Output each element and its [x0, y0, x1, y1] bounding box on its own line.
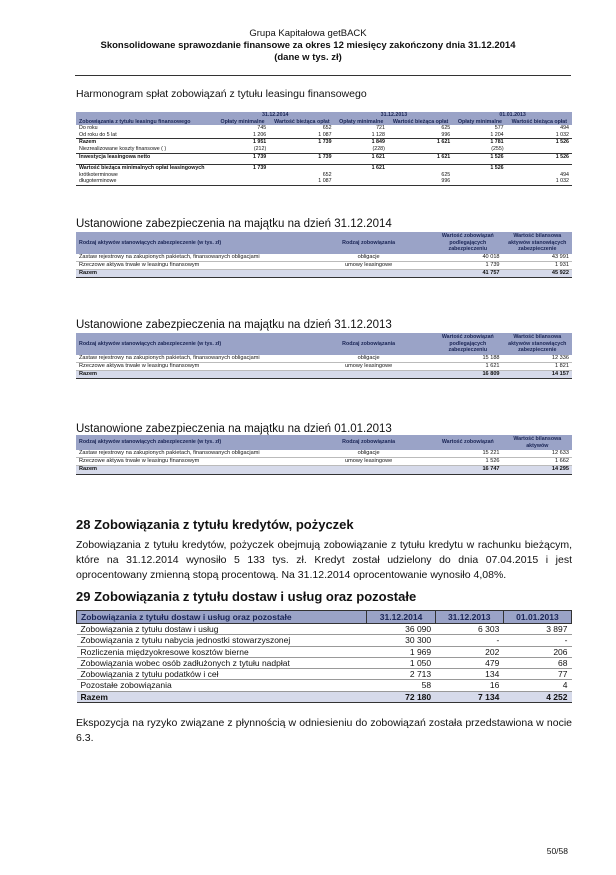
coll-head-assets: Rodzaj aktywów stanowiących zabezpieczenie (w tys. zł) [76, 333, 304, 355]
lease-row [76, 125, 572, 132]
coll-total-liab: 16 809 [433, 370, 502, 378]
lease-cell: 996 [388, 132, 453, 139]
report-title: Skonsolidowane sprawozdanie finansowe za okres 12 miesięcy zakończony dnia 31.12.2014 [100, 40, 516, 51]
coll-book-value: 12 633 [503, 450, 572, 458]
lease-row-label: Razem [79, 139, 97, 146]
payables-date: 01.01.2013 [503, 611, 571, 624]
coll-liability-type: obligacje [304, 355, 433, 363]
coll-liability-type: umowy leasingowe [304, 261, 433, 269]
payables-value: 6 303 [435, 624, 503, 635]
payables-label: Zobowiązania z tytułu podatków i ceł [77, 669, 367, 680]
coll-head-book: Wartość bilansowa aktywów stanowiących zabezpieczenie [503, 333, 572, 355]
lease-cell [507, 146, 572, 153]
payables-label: Zobowiązania z tytułu dostaw i usług [77, 624, 367, 635]
payables-row [77, 680, 572, 691]
coll-row [76, 261, 572, 269]
coll-head-book: Wartość bilansowa aktywów stanowiących zabezpieczenie [503, 232, 572, 254]
coll-liability-value: 15 188 [433, 355, 502, 363]
lease-date: 31.12.2014 [216, 112, 335, 119]
short-label: krótkoterminowe [79, 171, 118, 178]
lease-cell: 745 [257, 125, 267, 132]
payables-row [77, 624, 572, 635]
lease-date: 31.12.2013 [335, 112, 454, 119]
payables-value: 202 [435, 646, 503, 657]
payables-row [77, 657, 572, 668]
lease-row-label: Niezrealizowane koszty finansowe ( ) [76, 146, 216, 153]
pv-value: 1 526 [453, 165, 506, 172]
coll-book-value: 12 336 [503, 355, 572, 363]
short-value: 652 [322, 171, 332, 178]
lease-date: 01.01.2013 [453, 112, 572, 119]
lease-cell: (212) [216, 146, 269, 153]
lease-cell [388, 146, 453, 153]
coll-row [76, 362, 572, 370]
payables-value: 36 090 [367, 624, 435, 635]
payables-total: 7 134 [435, 691, 503, 702]
payables-value: 3 897 [503, 624, 571, 635]
coll-2014-title: Ustanowione zabezpieczenia na majątku na dzień 31.12.2014 [76, 218, 392, 230]
payables-value: 68 [503, 657, 571, 668]
coll-2013b-title: Ustanowione zabezpieczenia na majątku na dzień 01.01.2013 [76, 423, 392, 435]
lease-row [76, 132, 572, 139]
coll-total-row [76, 269, 572, 277]
section-29-heading: 29 Zobowiązania z tytułu dostaw i usług oraz pozostałe [76, 589, 417, 604]
payables-row [77, 635, 572, 646]
lease-cell: 1 206 [216, 132, 269, 139]
coll-head-liab: Wartość zobowiązań [433, 435, 502, 450]
lease-cell: (255) [453, 146, 506, 153]
coll-liability-type: obligacje [304, 450, 433, 458]
payables-value: 58 [367, 680, 435, 691]
coll-total-label: Razem [76, 269, 304, 277]
lease-cell [269, 146, 334, 153]
lease-col-label [76, 112, 216, 119]
coll-total-liab: 16 747 [433, 466, 502, 474]
payables-date: 31.12.2013 [435, 611, 503, 624]
payables-value: - [503, 635, 571, 646]
coll-row [76, 458, 572, 466]
lease-row [76, 153, 572, 160]
lease-row-label: Inwestycja leasingowa netto [79, 153, 151, 160]
payables-total: 4 252 [503, 691, 571, 702]
units-note: (dane w tys. zł) [274, 52, 342, 63]
payables-value: 4 [503, 680, 571, 691]
coll-liability-value: 1 739 [433, 261, 502, 269]
coll-row [76, 355, 572, 363]
coll-head-assets: Rodzaj aktywów stanowiących zabezpieczenie (w tys. zł) [76, 435, 304, 450]
coll-asset: Rzeczowe aktywa trwałe w leasingu finansowym [76, 261, 304, 269]
lease-row-label: Do roku [79, 125, 98, 132]
lease-title: Harmonogram spłat zobowiązań z tytułu leasingu finansowego [76, 88, 367, 100]
payables-date: 31.12.2014 [367, 611, 435, 624]
lease-cell: 577 [494, 125, 504, 132]
coll-asset: Rzeczowe aktywa trwałe w leasingu finansowym [76, 458, 304, 466]
coll-asset: Zastaw rejestrowy na zakupionych pakietach, finansowanych obligacjami [76, 254, 304, 262]
lease-cell: 1 781 [490, 139, 504, 146]
pv-label: Wartość bieżąca minimalnych opłat leasingowych [76, 165, 216, 172]
lease-cell: 1 849 [371, 139, 385, 146]
lease-cell: 625 [441, 125, 451, 132]
page-number: 50/58 [546, 846, 568, 856]
long-value: 996 [388, 178, 453, 185]
lease-cell: 1 739 [318, 139, 332, 146]
coll-head-type: Rodzaj zobowiązania [304, 435, 433, 450]
lease-row-label: Od roku do 5 lat [76, 132, 216, 139]
coll-head-liab: Wartość zobowiązań podlegających zabezpieczeniu [433, 232, 502, 254]
lease-cell: (228) [335, 146, 388, 153]
short-value: 494 [560, 171, 569, 178]
payables-total: 72 180 [367, 691, 435, 702]
lease-cell: 1 526 [555, 139, 569, 146]
lease-cell: 1 621 [436, 153, 451, 160]
lease-cell: 1 032 [507, 132, 572, 139]
coll-asset: Zastaw rejestrowy na zakupionych pakietach, finansowanych obligacjami [76, 450, 304, 458]
lease-cell: 1 526 [555, 153, 569, 160]
short-value: 625 [441, 171, 451, 178]
payables-table [76, 610, 572, 703]
lease-cell: 1 526 [490, 153, 504, 160]
coll-2013b-table [76, 435, 572, 475]
payables-total-label: Razem [77, 691, 367, 702]
lease-table [76, 112, 572, 186]
lease-cell: 1 951 [252, 139, 267, 146]
payables-note: Ekspozycja na ryzyko związane z płynnością w odniesieniu do zobowiązań została przedstawiona w nocie 6.3. [76, 717, 572, 744]
payables-label: Pozostałe zobowiązania [77, 680, 367, 691]
payables-label: Zobowiązania z tytułu nabycia jednostki stowarzyszonej [77, 635, 367, 646]
coll-total-label: Razem [76, 370, 304, 378]
coll-head-book: Wartość bilansowa aktywów [503, 435, 572, 450]
coll-book-value: 1 821 [503, 362, 572, 370]
company-name: Grupa Kapitałowa getBACK [249, 28, 367, 39]
coll-head-type: Rodzaj zobowiązania [304, 333, 433, 355]
payables-label: Rozliczenia międzyokresowe kosztów bierne [77, 646, 367, 657]
payables-value: - [435, 635, 503, 646]
coll-book-value: 1 931 [503, 261, 572, 269]
payables-value: 479 [435, 657, 503, 668]
lease-cell: 1 204 [453, 132, 506, 139]
coll-liability-value: 15 221 [433, 450, 502, 458]
coll-total-label: Razem [76, 466, 304, 474]
coll-liability-type: umowy leasingowe [304, 458, 433, 466]
payables-value: 30 300 [367, 635, 435, 646]
coll-total-row [76, 466, 572, 474]
lease-sub-a: Opłaty minimalne [453, 119, 506, 126]
coll-row [76, 450, 572, 458]
coll-liability-type: umowy leasingowe [304, 362, 433, 370]
pv-value: 1 739 [216, 165, 269, 172]
coll-row [76, 254, 572, 262]
lease-cell: 1 128 [335, 132, 388, 139]
lease-row [76, 146, 572, 153]
lease-cell: 1 621 [436, 139, 451, 146]
header-divider [75, 75, 571, 76]
payables-value: 2 713 [367, 669, 435, 680]
coll-book-value: 43 991 [503, 254, 572, 262]
payables-label: Zobowiązania wobec osób zadłużonych z tytułu nadpłat [77, 657, 367, 668]
lease-cell: 652 [322, 125, 332, 132]
long-value: 1 087 [269, 178, 334, 185]
payables-row [77, 646, 572, 657]
document-header [0, 28, 616, 64]
coll-head-type: Rodzaj zobowiązania [304, 232, 433, 254]
section-28-heading: 28 Zobowiązania z tytułu kredytów, pożyczek [76, 517, 354, 532]
coll-total-book: 45 922 [503, 269, 572, 277]
payables-value: 1 050 [367, 657, 435, 668]
coll-liability-value: 40 018 [433, 254, 502, 262]
lease-cell: 494 [560, 125, 569, 132]
section-28-text: Zobowiązania z tytułu kredytów, pożyczek obejmują zobowiązanie z tytułu kredytu w rachunku bieżącym, które na 31.12.2014 wynosiło 5 133 tys. zł. Kredyt został udzielony do dnia 07.04.2015 i jest oprocentowany zmienną stopą procentową. Na 31.12.2014 oprocentowanie wynosiło 4,08%. [76, 539, 572, 581]
coll-2014-table [76, 232, 572, 278]
coll-liability-type: obligacje [304, 254, 433, 262]
payables-value: 1 969 [367, 646, 435, 657]
coll-total-row [76, 370, 572, 378]
lease-cell: 1 739 [318, 153, 332, 160]
long-label: długoterminowe [76, 178, 216, 185]
lease-row-header: Zobowiązania z tytułu leasingu finansowego [76, 119, 216, 126]
lease-sub-b: Wartość bieżąca opłat [269, 119, 334, 126]
pv-value: 1 621 [335, 165, 388, 172]
coll-head-assets: Rodzaj aktywów stanowiących zabezpieczenie (w tys. zł) [76, 232, 304, 254]
coll-head-liab: Wartość zobowiązań podlegających zabezpieczeniu [433, 333, 502, 355]
coll-2013-title: Ustanowione zabezpieczenia na majątku na dzień 31.12.2013 [76, 319, 392, 331]
payables-value: 206 [503, 646, 571, 657]
coll-liability-value: 1 621 [433, 362, 502, 370]
coll-asset: Zastaw rejestrowy na zakupionych pakietach, finansowanych obligacjami [76, 355, 304, 363]
lease-cell: 721 [376, 125, 385, 132]
payables-value: 16 [435, 680, 503, 691]
payables-value: 134 [435, 669, 503, 680]
coll-liability-value: 1 526 [433, 458, 502, 466]
coll-asset: Rzeczowe aktywa trwałe w leasingu finansowym [76, 362, 304, 370]
lease-cell: 1 739 [252, 153, 267, 160]
lease-sub-a: Opłaty minimalne [335, 119, 388, 126]
lease-cell: 1 621 [371, 153, 385, 160]
lease-sub-b: Wartość bieżąca opłat [388, 119, 453, 126]
coll-book-value: 1 662 [503, 458, 572, 466]
lease-sub-b: Wartość bieżąca opłat [507, 119, 572, 126]
coll-2013-table [76, 333, 572, 379]
coll-total-liab: 41 757 [433, 269, 502, 277]
coll-total-book: 14 295 [503, 466, 572, 474]
payables-value: 77 [503, 669, 571, 680]
payables-row [77, 669, 572, 680]
long-value: 1 032 [507, 178, 572, 185]
lease-sub-a: Opłaty minimalne [216, 119, 269, 126]
lease-row [76, 139, 572, 146]
payables-col-label: Zobowiązania z tytułu dostaw i usług oraz pozostałe [77, 611, 367, 624]
coll-total-book: 14 157 [503, 370, 572, 378]
lease-cell: 1 087 [269, 132, 334, 139]
